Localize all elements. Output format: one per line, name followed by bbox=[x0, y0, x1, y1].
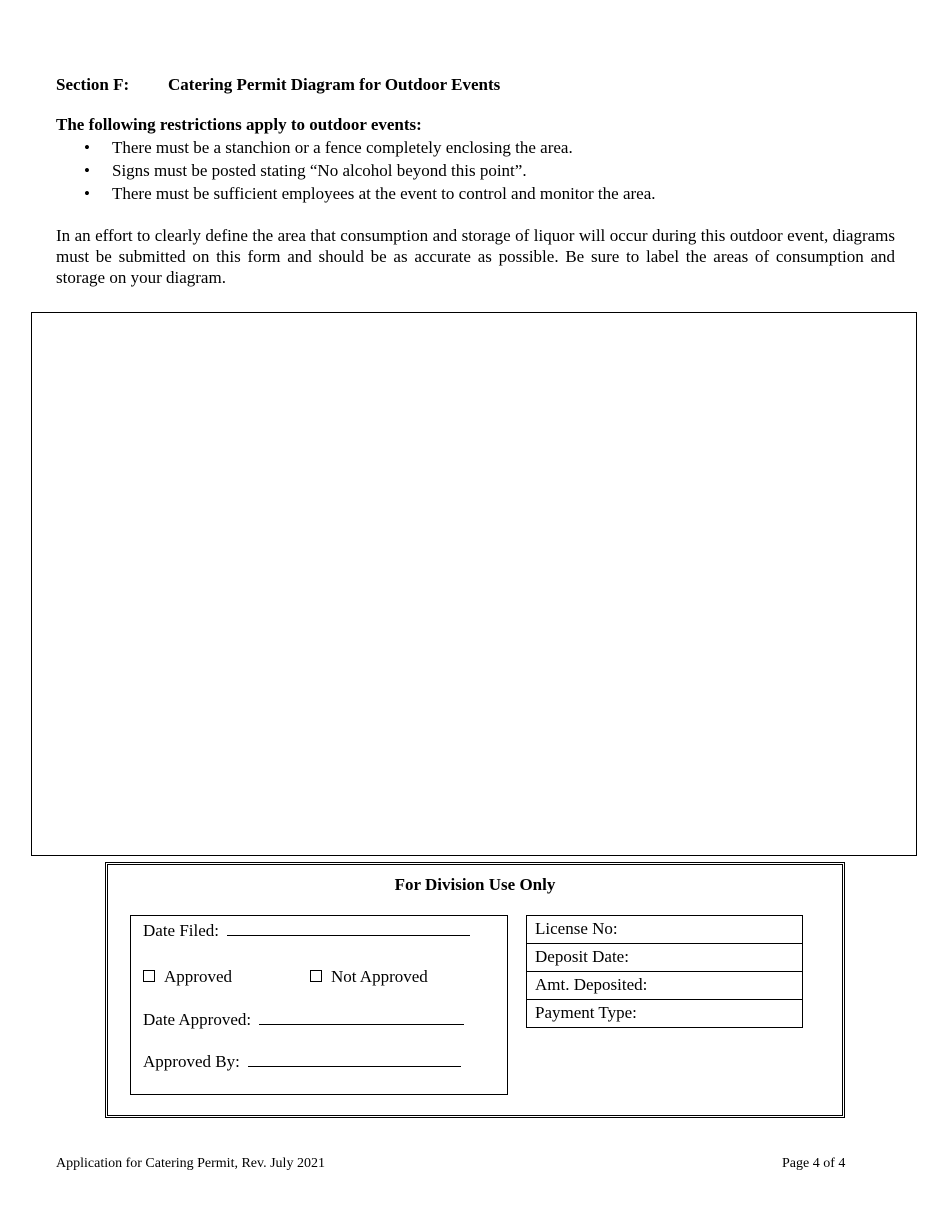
list-item-text: Signs must be posted stating “No alcohol beyond this point”. bbox=[112, 161, 527, 180]
list-item bbox=[56, 136, 896, 159]
deposit-date-label: Deposit Date: bbox=[535, 947, 629, 966]
restrictions-list bbox=[56, 136, 896, 205]
restrictions-heading: The following restrictions apply to outdoor events: bbox=[56, 115, 422, 134]
license-no-cell[interactable] bbox=[526, 915, 803, 944]
section-title: Catering Permit Diagram for Outdoor Events bbox=[168, 75, 501, 94]
not-approved-checkbox-icon[interactable] bbox=[310, 970, 322, 982]
intro-paragraph: In an effort to clearly define the area that consumption and storage of liquor will occur during this outdoor event, diagrams must be submitted on this form and should be as accurate as possible. Be sure to label the areas of consumption and storage on your diagram. bbox=[56, 226, 895, 287]
payment-type-cell[interactable] bbox=[526, 999, 803, 1028]
division-title: For Division Use Only bbox=[394, 875, 556, 894]
approved-option[interactable] bbox=[143, 967, 232, 987]
approved-by-label: Approved By: bbox=[143, 1052, 240, 1071]
list-item-text: There must be sufficient employees at the event to control and monitor the area. bbox=[112, 184, 656, 203]
footer-page-number: Page 4 of 4 bbox=[782, 1156, 846, 1171]
amt-deposited-cell[interactable] bbox=[526, 971, 803, 1000]
list-item bbox=[56, 159, 896, 182]
approval-panel bbox=[130, 915, 508, 1095]
deposit-info-table bbox=[526, 915, 803, 1028]
license-no-label: License No: bbox=[535, 919, 618, 938]
section-label: Section F: bbox=[56, 75, 130, 94]
approved-by-line[interactable] bbox=[248, 1052, 461, 1067]
approved-checkbox-icon[interactable] bbox=[143, 970, 155, 982]
date-filed-field bbox=[143, 921, 470, 941]
not-approved-label: Not Approved bbox=[331, 967, 428, 986]
list-item bbox=[56, 182, 896, 205]
date-approved-label: Date Approved: bbox=[143, 1010, 252, 1029]
bullet-icon: • bbox=[84, 138, 90, 157]
date-filed-label: Date Filed: bbox=[143, 921, 220, 940]
not-approved-option[interactable] bbox=[310, 967, 428, 987]
date-filed-line[interactable] bbox=[227, 921, 470, 936]
bullet-icon: • bbox=[84, 161, 90, 180]
list-item-text: There must be a stanchion or a fence completely enclosing the area. bbox=[112, 138, 573, 157]
division-use-box bbox=[105, 862, 845, 1118]
date-approved-line[interactable] bbox=[259, 1010, 464, 1025]
amt-deposited-label: Amt. Deposited: bbox=[535, 975, 648, 994]
section-heading bbox=[56, 75, 500, 95]
diagram-drawing-area[interactable] bbox=[31, 312, 917, 856]
payment-type-label: Payment Type: bbox=[535, 1003, 637, 1022]
date-approved-field bbox=[143, 1010, 464, 1030]
deposit-date-cell[interactable] bbox=[526, 943, 803, 972]
bullet-icon: • bbox=[84, 184, 90, 203]
approved-by-field bbox=[143, 1052, 461, 1072]
footer-form-revision: Application for Catering Permit, Rev. July 2021 bbox=[56, 1156, 325, 1171]
approved-label: Approved bbox=[164, 967, 232, 986]
